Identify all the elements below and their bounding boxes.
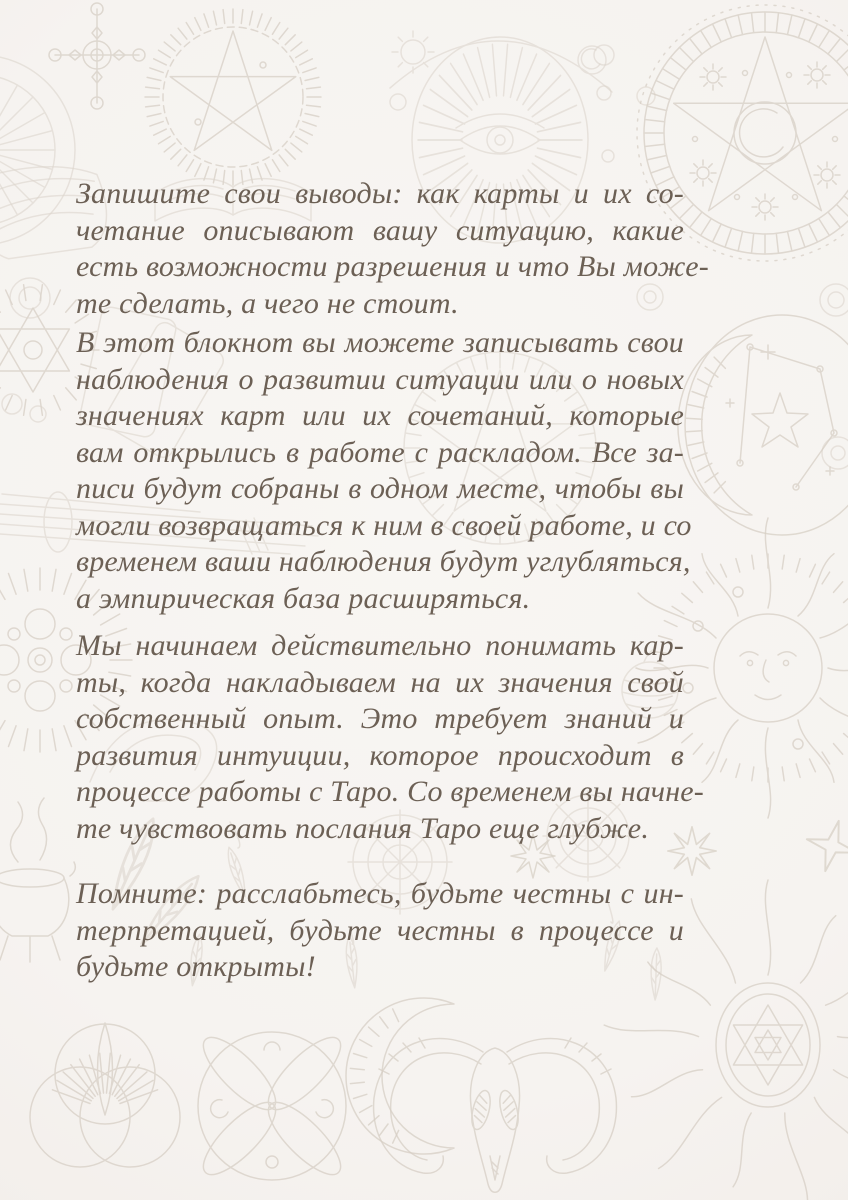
sparkle-icon: [800, 814, 848, 878]
text-line: В этот блокнот вы можете записывать свои: [76, 326, 684, 359]
paragraph: [76, 876, 684, 986]
cauldron-icon: [0, 798, 75, 962]
text-line: писи будут собраны в одном месте, чтобы вы: [76, 472, 684, 505]
quatrefoil-knot-icon: [194, 1028, 351, 1185]
text-line: четание описывают вашу ситуацию, какие: [76, 213, 684, 247]
text-line: терпретацией, будьте честны в процессе и: [76, 913, 684, 947]
paragraph: [76, 176, 709, 322]
text-line: Помните: расслабьтесь, будьте честны с ин-: [76, 877, 684, 910]
text-line: значениях карт или их сочетаний, которые: [76, 399, 684, 432]
pentagram-sunburst-icon: [145, 9, 321, 185]
text-line: собственный опыт. Это требует знаний и: [76, 702, 684, 735]
text-line: временем ваши наблюдения будут углубляться,: [76, 545, 691, 578]
text-line: Мы начинаем действительно понимать кар-: [76, 629, 684, 662]
text-line: вам открылись в работе с раскладом. Все за-: [76, 435, 684, 469]
text-line: наблюдения о развитии ситуации или о новых: [76, 362, 684, 396]
paragraph: [76, 628, 704, 847]
text-line: развития интуиции, которое происходит в: [76, 738, 684, 772]
ram-skull-icon: [374, 1038, 617, 1192]
triquetra-icon: [30, 1023, 180, 1167]
text-line: процессе работы с Таро. Со временем вы начне-: [76, 775, 704, 808]
spoked-wheel-icon: [0, 55, 75, 245]
text-line: те сделать, а чего не стоит.: [76, 286, 459, 320]
ornate-cross-icon: [49, 3, 145, 109]
text-line: будьте открыты!: [76, 950, 316, 983]
text-line: могли возвращаться к ним в своей работе, и со: [76, 508, 692, 542]
crescent-moon-medallion-icon: [678, 315, 848, 535]
text-line: есть возможности разрешения и что Вы може-: [76, 250, 709, 283]
text-line: те чувствовать послания Таро еще глубже.: [76, 811, 650, 845]
text-line: ты, когда накладываем на их значения свой: [76, 665, 684, 699]
text-line: Запишите свои выводы: как карты и их со-: [76, 177, 684, 210]
paragraph: [76, 325, 692, 617]
text-line: а эмпирическая база расширяться.: [76, 581, 531, 615]
text-block: [76, 176, 709, 986]
